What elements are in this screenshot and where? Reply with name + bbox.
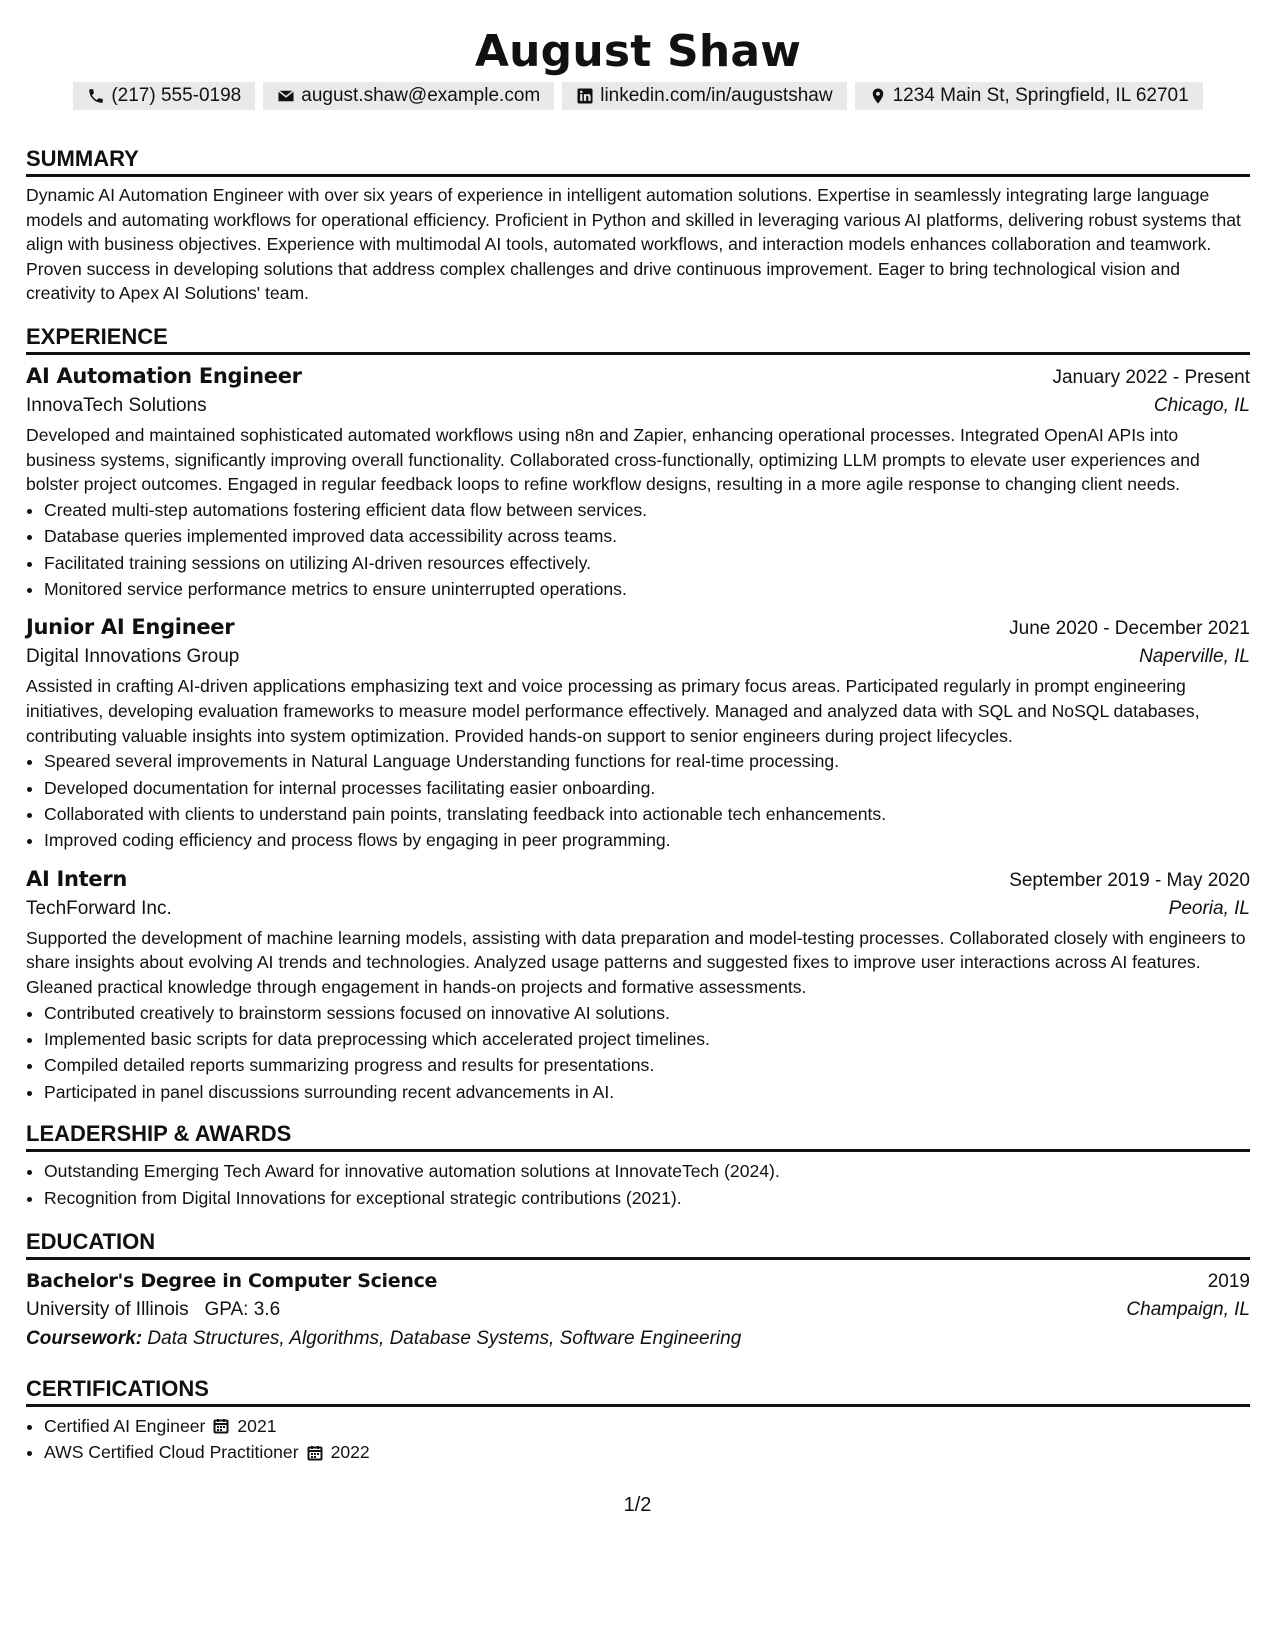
job-title: AI Automation Engineer bbox=[26, 363, 302, 388]
job-entry bbox=[26, 361, 1250, 602]
cert-year: 2022 bbox=[330, 1442, 370, 1463]
job-entry bbox=[26, 612, 1250, 853]
calendar-icon bbox=[213, 1418, 229, 1434]
job-dates: June 2020 - December 2021 bbox=[1009, 618, 1250, 640]
contact-email-text: august.shaw@example.com bbox=[301, 85, 541, 106]
contact-email[interactable] bbox=[263, 82, 554, 110]
list-item: • Developed documentation for internal processes facilitating easier onboarding. bbox=[44, 775, 1250, 801]
list-item: • Outstanding Emerging Tech Award for innovative automation solutions at InnovateTech (2024). bbox=[44, 1158, 1250, 1184]
contact-row bbox=[26, 82, 1250, 110]
calendar-icon bbox=[307, 1445, 323, 1461]
list-item: • Database queries implemented improved data accessibility across teams. bbox=[44, 523, 1250, 549]
cert-name: • AWS Certified Cloud Practitioner bbox=[44, 1442, 299, 1463]
list-item bbox=[44, 1413, 1250, 1439]
job-title: AI Intern bbox=[26, 866, 128, 891]
linkedin-icon bbox=[576, 87, 594, 105]
education-section bbox=[26, 1227, 1250, 1350]
job-description: Developed and maintained sophisticated automated workflows using n8n and Zapier, enhancing operational processes. Integrated OpenAI APIs into business systems, significantly improving overall functionality. Collaborated cross-functionally, optimizing LLM prompts to elevate user experiences and bolster project outcomes. Engaged in regular feedback loops to refine workflow designs, resulting in a more agile response to changing client needs. bbox=[26, 424, 1200, 495]
resume-page bbox=[26, 0, 1250, 1466]
map-pin-icon bbox=[869, 87, 887, 105]
school-name: University of Illinois bbox=[26, 1299, 189, 1320]
list-item: • Monitored service performance metrics to ensure uninterrupted operations. bbox=[44, 576, 1250, 602]
phone-icon bbox=[87, 87, 105, 105]
contact-address bbox=[855, 82, 1203, 110]
job-bullets bbox=[26, 497, 1250, 603]
list-item: • Improved coding efficiency and process flows by engaging in peer programming. bbox=[44, 827, 1250, 853]
contact-phone-text: (217) 555-0198 bbox=[111, 85, 242, 106]
job-bullets bbox=[26, 748, 1250, 854]
job-dates: September 2019 - May 2020 bbox=[1009, 869, 1250, 891]
cert-year: 2021 bbox=[237, 1416, 277, 1436]
leadership-section bbox=[26, 1119, 1250, 1211]
job-company: TechForward Inc. bbox=[26, 897, 172, 919]
list-item: • Compiled detailed reports summarizing progress and results for presentations. bbox=[44, 1052, 1250, 1078]
list-item: • Participated in panel discussions surrounding recent advancements in AI. bbox=[44, 1079, 1250, 1105]
certifications-section bbox=[26, 1374, 1250, 1466]
job-dates: January 2022 - Present bbox=[1052, 366, 1250, 388]
coursework bbox=[26, 1328, 1250, 1350]
job-description: Assisted in crafting AI-driven applications emphasizing text and voice processing as primary focus areas. Participated regularly in prompt engineering initiatives, developing evaluation frameworks to measure model performance effectively. Managed and analyzed data with SQL and NoSQL databases, contributing valuable insights into system optimization. Provided hands-on support to senior engineers during project lifecycles. bbox=[26, 676, 1200, 746]
envelope-icon bbox=[277, 87, 295, 105]
leadership-list bbox=[26, 1158, 1250, 1211]
coursework-label: Coursework: bbox=[26, 1328, 143, 1349]
job-bullets bbox=[26, 1000, 1250, 1106]
list-item bbox=[44, 1439, 1250, 1465]
graduation-year: 2019 bbox=[1207, 1271, 1250, 1292]
job-location: Naperville, IL bbox=[1139, 646, 1250, 668]
job-title: Junior AI Engineer bbox=[26, 615, 235, 640]
leadership-heading: LEADERSHIP & AWARDS bbox=[26, 1119, 1250, 1152]
job-entry bbox=[26, 864, 1250, 1105]
list-item: • Implemented basic scripts for data preprocessing which accelerated project timelines. bbox=[44, 1026, 1250, 1052]
list-item: • Facilitated training sessions on utilizing AI-driven resources effectively. bbox=[44, 550, 1250, 576]
degree-title: Bachelor's Degree in Computer Science bbox=[26, 1270, 438, 1292]
certifications-heading: CERTIFICATIONS bbox=[26, 1374, 1250, 1407]
certifications-list bbox=[26, 1413, 1250, 1466]
job-company: InnovaTech Solutions bbox=[26, 394, 207, 416]
summary-text: Dynamic AI Automation Engineer with over six years of experience in intelligent automation solutions. Expertise in seamlessly integrating large language models and automating workflows for operational efficiency. Proficient in Python and skilled in leveraging various AI platforms, delivering robust systems that align with business objectives. Experience with multimodal AI tools, automated workflows, and interaction models enhances collaboration and teamwork. Proven success in developing solutions that address complex challenges and drive continuous improvement. Eager to bring technological vision and creativity to Apex AI Solutions' team. bbox=[26, 185, 1241, 304]
list-item: • Contributed creatively to brainstorm sessions focused on innovative AI solutions. bbox=[44, 1000, 1250, 1026]
contact-linkedin-text: linkedin.com/in/augustshaw bbox=[600, 85, 833, 106]
experience-section bbox=[26, 322, 1250, 1105]
job-location: Peoria, IL bbox=[1168, 897, 1250, 919]
contact-linkedin[interactable] bbox=[562, 82, 846, 110]
list-item: • Created multi-step automations fostering efficient data flow between services. bbox=[44, 497, 1250, 523]
gpa: GPA: 3.6 bbox=[204, 1299, 281, 1320]
list-item: • Collaborated with clients to understand pain points, translating feedback into actionable tech enhancements. bbox=[44, 801, 1250, 827]
experience-heading: EXPERIENCE bbox=[26, 322, 1250, 355]
cert-name: • Certified AI Engineer bbox=[44, 1416, 206, 1436]
summary-section bbox=[26, 144, 1250, 306]
contact-address-text: 1234 Main St, Springfield, IL 62701 bbox=[892, 85, 1189, 106]
summary-heading: SUMMARY bbox=[26, 144, 1250, 177]
school-location: Champaign, IL bbox=[1126, 1299, 1250, 1320]
education-heading: EDUCATION bbox=[26, 1227, 1250, 1260]
page-number: 1/2 bbox=[623, 1494, 652, 1516]
candidate-name: August Shaw bbox=[474, 26, 802, 77]
job-description: Supported the development of machine learning models, assisting with data preparation and model-testing processes. Collaborated closely with engineers to share insights about evolving AI trends and technologies. Analyzed usage patterns and suggested fixes to improve user interactions across AI features. Gleaned practical knowledge through engagement in hands-on projects and formative assessments. bbox=[26, 927, 1246, 997]
contact-phone[interactable] bbox=[73, 82, 255, 110]
coursework-list: Data Structures, Algorithms, Database Systems, Software Engineering bbox=[147, 1328, 742, 1349]
list-item: • Recognition from Digital Innovations for exceptional strategic contributions (2021). bbox=[44, 1185, 1250, 1211]
job-location: Chicago, IL bbox=[1153, 394, 1250, 416]
job-company: Digital Innovations Group bbox=[26, 646, 240, 668]
list-item: • Speared several improvements in Natural Language Understanding functions for real-time processing. bbox=[44, 748, 1250, 774]
